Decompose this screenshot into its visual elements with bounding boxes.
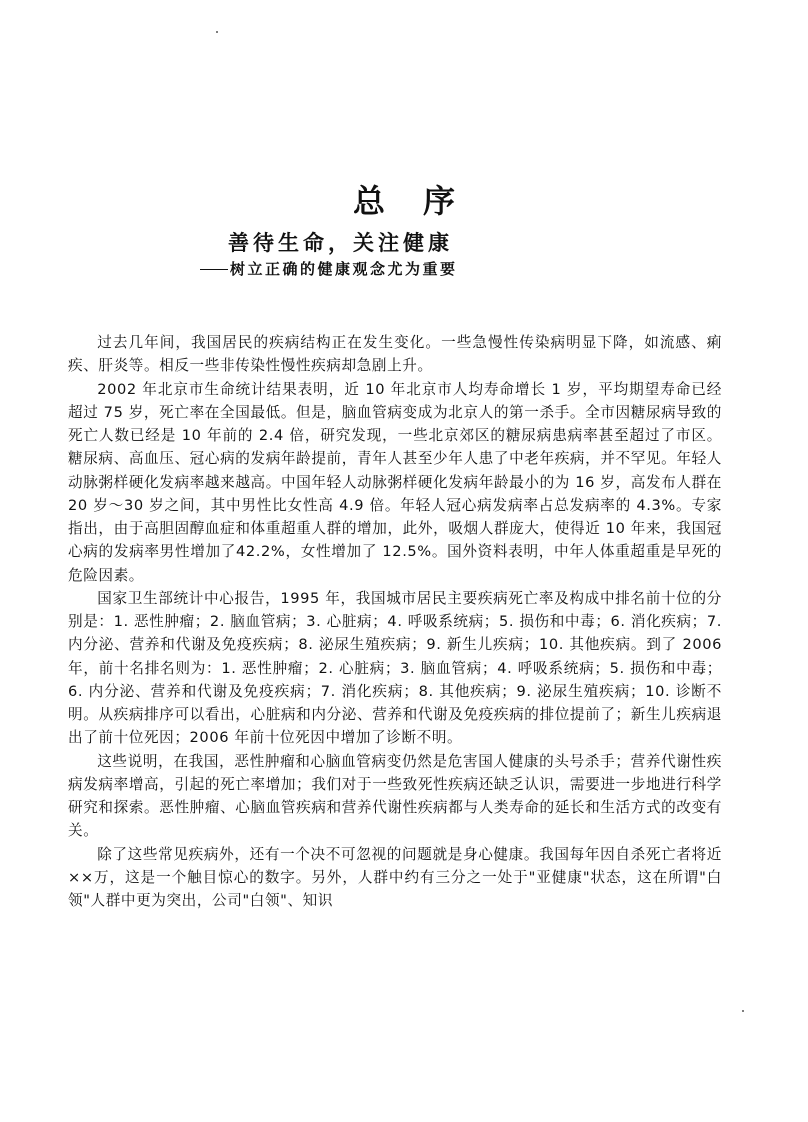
page-title bbox=[0, 183, 808, 219]
title-char-2: 序 bbox=[423, 182, 456, 220]
scan-speck bbox=[742, 1010, 744, 1012]
secondary-subtitle-text: 树立正确的健康观念尤为重要 bbox=[230, 260, 458, 278]
secondary-subtitle bbox=[200, 259, 458, 279]
scan-speck bbox=[216, 31, 218, 33]
paragraph: 2002 年北京市生命统计结果表明，近 10 年北京市人均寿命增长 1 岁，平均期望寿命已经超过 75 岁，死亡率在全国最低。但是，脑血管病变成为北京人的第一杀手。全市因糖尿病导致的死亡人数已经是 10 年前的 2.4 倍，研究发现，一些北京郊区的糖尿病患病率甚至超过了市区。糖尿病、高血压、冠心病的发病年龄提前，青年人甚至少年人患了中老年疾病，并不罕见。年轻人动脉粥样硬化发病率越来越高。中国年轻人动脉粥样硬化发病年龄最小的为 16 岁，高发布人群在 20 岁～30 岁之间，其中男性比女性高 4.9 倍。年轻人冠心病发病率占总发病率的 4.3%。专家指出，由于高胆固醇血症和体重超重人群的增加，此外，吸烟人群庞大，使得近 10 年来，我国冠心病的发病率男性增加了42.2%，女性增加了 12.5%。国外资料表明，中年人体重超重是早死的危险因素。 bbox=[68, 380, 722, 584]
title-char-1: 总 bbox=[352, 182, 385, 220]
em-dash bbox=[200, 269, 228, 270]
body-text bbox=[68, 331, 722, 912]
subtitle: 善待生命，关注健康 bbox=[228, 230, 453, 255]
paragraph: 除了这些常见疾病外，还有一个决不可忽视的问题就是身心健康。我国每年因自杀死亡者将近××万，这是一个触目惊心的数字。另外，人群中约有三分之一处于"亚健康"状态，这在所谓"白领"人群中更为突出，公司"白领"、知识 bbox=[68, 845, 722, 909]
paragraph: 国家卫生部统计中心报告，1995 年，我国城市居民主要疾病死亡率及构成中排名前十位的分别是：1. 恶性肿瘤；2. 脑血管病；3. 心脏病；4. 呼吸系统病；5. 损伤和中毒；6. 消化疾病；7. 内分泌、营养和代谢及免疫疾病；8. 泌尿生殖疾病；9. 新生儿疾病；10. 其他疾病。到了 2006 年，前十名排名则为：1. 恶性肿瘤；2. 心脏病；3. 脑血管病；4. 呼吸系统病；5. 损伤和中毒；6. 内分泌、营养和代谢及免疫疾病；7. 消化疾病；8. 其他疾病；9. 泌尿生殖疾病；10. 诊断不明。从疾病排序可以看出，心脏病和内分泌、营养和代谢及免疫疾病的排位提前了；新生儿疾病退出了前十位死因；2006 年前十位死因中增加了诊断不明。 bbox=[68, 589, 722, 747]
paragraph: 过去几年间，我国居民的疾病结构正在发生变化。一些急慢性传染病明显下降，如流感、痢疾、肝炎等。相反一些非传染性慢性疾病却急剧上升。 bbox=[68, 334, 722, 375]
paragraph: 这些说明，在我国，恶性肿瘤和心脑血管病变仍然是危害国人健康的头号杀手；营养代谢性疾病发病率增高，引起的死亡率增加；我们对于一些致死性疾病还缺乏认识，需要进一步地进行科学研究和探索。恶性肿瘤、心脑血管疾病和营养代谢性疾病都与人类寿命的延长和生活方式的改变有关。 bbox=[68, 752, 722, 840]
